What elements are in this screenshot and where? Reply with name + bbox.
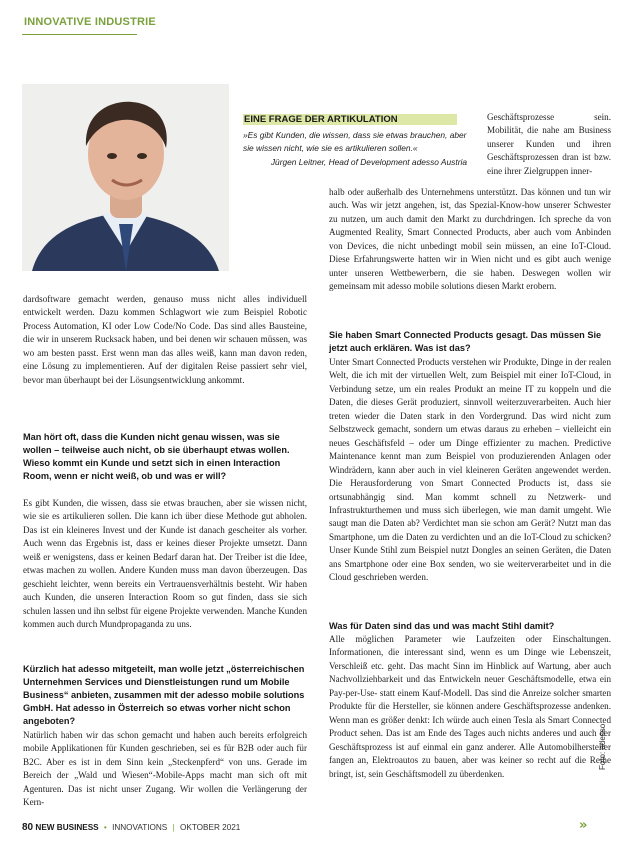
body-left-paragraph-1: dardsoftware gemacht werden, genauso muss nicht alles individuell entwickelt werden. Dazu kommen Schlagwort wie zum Beispiel Robotic Process Automation, KI oder Low Code/No Code. Das sind alles Bausteine, die wir in unserem Rucksack haben, und bei denen wir schauen müssen, was wo am besten passt. Erst wenn man das alles weiß, kann man davon reden, eine Lösung zu implementieren. Auf der digitalen Reise passiert sehr viel, bevor man überhaupt bei der Lösungsentwicklung ankommt. [23,294,307,385]
magazine-section: INNOVATIONS [112,823,168,832]
magazine-name: NEW BUSINESS [35,823,99,832]
footer-bullet: • [103,823,107,832]
sidebar-quote-text: »Es gibt Kunden, die wissen, dass sie etwas brauchen, aber sie wissen nicht, wie sie es artikulieren sollen.« [243,130,467,153]
interview-answer-3: Unter Smart Connected Products verstehen wir Produkte, Dinge in der realen Welt, die ich mit der virtuellen Welt, zum Beispiel mit einer IoT-Cloud, in Verbindung setze, um ein reales Produkt an meine IT zu koppeln und die Daten, die dieses Gerät produziert, sinnvoll weiterzuverarbeiten. Auch hier treten wieder die Daten stark in den Vordergrund. Das wird nicht zum Selbstzweck gemacht, sondern um etwas daraus zu erheben – vielleicht ein neues Geschäftsfeld – oder um Dinge effizienter zu machen. Predictive Maintenance kennt man zum Beispiel von produzierenden Anlagen oder Windrädern, kann aber auch in viel kleineren Geräten angewendet werden. Die Herausforderung von Smart Connected Products ist, dass sie ortsunabhängig sind. Man kommt schnell zu Netzwerk- und Infrastrukturthemen und muss sich überlegen, wie man damit umgeht. Wie saugt man die Daten ab? Verdichtet man sie schon am Gerät? Nutzt man das Smartphone, um die Daten zu verdichten und an die IoT-Cloud zu schicken? Unser Kunde Stihl zum Beispiel nutzt Dongles an seinen Geräten, die Daten ans Smartphone oder eine Box senden, wo sie weiterverarbeitet und in die Cloud geschrieben werden. [329,357,611,583]
continue-arrow-icon: » [579,818,588,833]
interview-question-3: Sie haben Smart Connected Products gesagt. Das müssen Sie jetzt auch erklären. Was ist das? [329,330,602,353]
portrait-illustration [22,84,229,271]
interview-answer-1: Es gibt Kunden, die wissen, dass sie etwas brauchen, aber sie wissen nicht, wie sie es artikulieren sollen. Die kann ich über diese Methode gut abholen. Das ist ein kleineres Invest und der Kunde ist danach gescheiter als vorher. Auch wenn das Ergebnis ist, dass er keines dieser Projekte umsetzt. Dann weiß er wenigstens, dass er keinen Bedarf daran hat. Der Treiber ist die Idee, etwas machen zu wollen. Andere Kunden muss man davon überzeugen. Das geschieht leichter, wenn bereits ein Vertrauensverhältnis besteht. Wir haben auch Kunden, die unseren Interaction Room so gut finden, dass sie sich schulen lassen und ihn selbst für eigene Projekte verwenden. Manche Kunden kommen auch durch Mundpropaganda zu uns. [23,498,307,630]
page-number: 80 [22,822,34,833]
page-footer [22,822,240,833]
body-right-column-top: Geschäftsprozesse sein. Mobilität, die nahe am Business unserer Kunden und ihren Geschäftsprozessen dran ist bzw. eine ihrer Zielgruppen inner- [487,112,611,176]
interview-question-2: Kürzlich hat adesso mitgeteilt, man wolle jetzt „österreichischen Unternehmen Services und Dienstleistungen rund um Mobile Business“ anbieten, zusammen mit der adesso mobile solutions GmbH. Hat adesso in Österreich so etwas vorher nicht schon angeboten? [23,664,305,726]
interview-answer-2: Natürlich haben wir das schon gemacht und haben auch bereits erfolgreich mobile Applikationen für Kunden geschrieben, sei es für B2B oder auch für B2C. Aber es ist in dem Sinn kein „Steckenpferd“ von uns. Gerade im Bereich der „Wald und Wiesen“-Mobile-Apps macht man sich oft mit Agenturen. Das ist nicht unser Zugang. Wir wollen die Verlängerung der Kern- [23,730,307,808]
interview-answer-4: Alle möglichen Parameter wie Laufzeiten oder Einschaltungen. Informationen, die interessant sind, wenn es um Dinge wie Lebenszeit, Verschleiß etc. geht. Das macht Sinn im Hinblick auf Wartung, aber auch Nachvollziehbarkeit und das Entwickeln neuer Geschäftsmodelle, etwa ein Pay-per-Use- statt einem Kauf-Modell. Das sind die Anreize solcher smarten Produkte für die Hersteller, sie können andere Geschäftsprozesse andenken. Wenn man es größer denkt: Ich würde auch einen Tesla als Smart Connected Product sehen. Das ist am Ende des Tages auch nichts anderes und auch der Geschäftsprozess ist auf einmal ein ganz anderer. Alle Automobilhersteller fangen an, Elektroautos zu bauen, aber was keiner so recht auf die Reihe bringt, ist, sein Geschäftsmodell zu überdenken. [329,634,611,779]
sidebar-quote-heading: EINE FRAGE DER ARTIKULATION [243,114,457,125]
photo-credit: Foto: adesso [598,723,607,770]
footer-divider: | [172,823,175,832]
section-label: INNOVATIVE INDUSTRIE [24,16,156,28]
portrait-photo [22,84,229,271]
sidebar-quote-author: Jürgen Leitner, Head of Development adesso Austria [270,157,467,167]
body-right-column-cont: halb oder außerhalb des Unternehmens unterstützt. Das können und tun wir auch. Was wir jetzt angehen, ist, das Spezial-Know-how unserer Schwester zu nutzen, um auch damit den Markt zu durchdringen. Ich spreche da von Augmented Reality, Smart Connected Products, aber auch vom Anbinden von Devices, die nicht unbedingt mobil sein müssen, an eine IoT-Cloud. Diese Erfahrungswerte hatten wir in Wien nicht und es gibt auch wenige unter unseren Wettbewerbern, die sie haben. Deswegen wollen wir gemeinsam mit adesso mobile solutions diesen Markt erobern. [329,187,611,292]
issue-date: OKTOBER 2021 [179,823,241,832]
interview-question-4: Was für Daten sind das und was macht Stihl damit? [329,621,555,631]
interview-question-1: Man hört oft, dass die Kunden nicht genau wissen, was sie wollen – teilweise auch nicht, ob sie überhaupt etwas wollen. Wieso kommt ein Kunde und setzt sich in einen Interaction Room, wenn er nicht weiß, ob und was er will? [23,432,290,481]
section-rule [22,34,137,35]
